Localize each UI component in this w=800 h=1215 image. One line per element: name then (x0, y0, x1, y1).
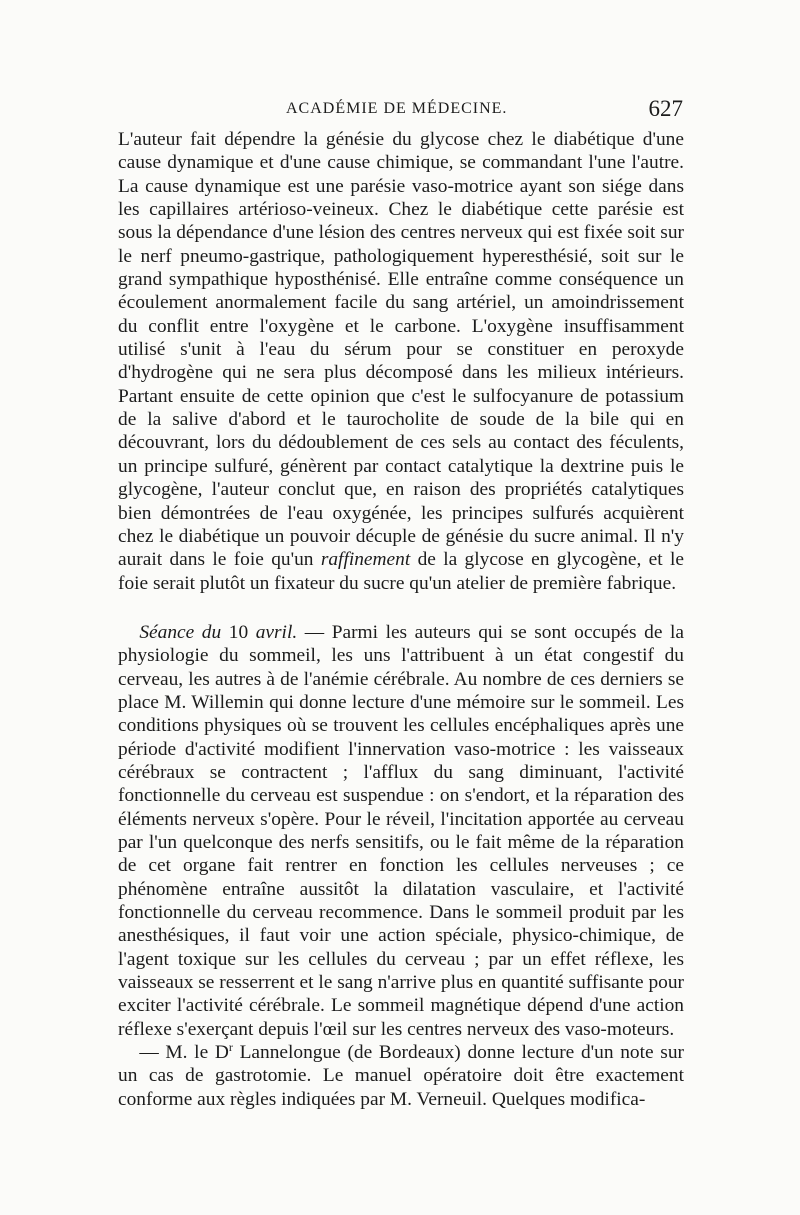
paragraph-diabetes-tail: de la glycose en glycogène, et le foie serait plutôt un fixateur du sucre qu'un atelier de première fabrique. (118, 549, 684, 594)
paragraph-diabetes-text: L'auteur fait dépendre la génésie du glycose chez le diabétique d'une cause dynamique et d'une cause chimique, se commandant l'une l'autre. La cause dynamique est une parésie vaso-motrice ayant son siége dans les capillaires artérioso-veineux. Chez le diabétique cette parésie est sous la dépendance d'une lésion des centres nerveux qui est fixée soit sur le nerf pneumo-gastrique, pathologiquement hyperesthésié, soit sur le grand sympathique hyposthénisé. Elle entraîne comme conséquence un écoulement anormalement facile du sang artériel, un amoindrissement du conflit entre l'oxygène et le carbone. L'oxygène insuffisamment utilisé s'unit à l'eau du sérum pour se constituer en peroxyde d'hydrogène qui ne sera plus décomposé dans les milieux intérieurs. Partant ensuite de cette opinion que c'est le sulfocyanure de potassium de la salive d'abord et le taurocholite de soude de la bile qui en découvrant, lors du dédoublement de ces sels au contact des féculents, un principe sulfuré, génèrent par contact catalytique la dextrine puis le glycogène, l'auteur conclut que, en raison des propriétés catalytiques bien démontrées de l'eau oxygénée, les principes sulfurés acquièrent chez le diabétique un pouvoir décuple de génésie du sucre animal. Il n'y aurait dans le foie qu'un (118, 129, 684, 571)
doctor-prefix: — M. le D (139, 1042, 229, 1064)
paragraph-gastrotomy-text: Lannelongue (de Bordeaux) donne lecture d'un note sur un cas de gastrotomie. Le manuel opératoire doit être exactement conforme aux règles indiquées par M. Verneuil. Quelques modifica- (118, 1042, 684, 1110)
paragraph-gastrotomy (118, 1041, 684, 1111)
session-label: Séance du (139, 621, 222, 643)
session-day: 10 (228, 621, 249, 643)
running-title: ACADÉMIE DE MÉDECINE. (286, 100, 508, 117)
body-text (118, 128, 684, 1111)
session-month: avril. (255, 621, 298, 643)
paragraph-sleep (118, 621, 684, 1041)
paragraph-sleep-text: — Parmi les auteurs qui se sont occupés de la physiologie du sommeil, les uns l'attribuent à un état congestif du cerveau, les autres à de l'anémie cérébrale. Au nombre de ces derniers se place M. Willemin qui donne lecture d'une mémoire sur le sommeil. Les conditions physiques où se trouvent les cellules encéphaliques après une période d'activité modifient l'innervation vaso-motrice : les vaisseaux cérébraux se contractent ; l'afflux du sang diminuant, l'activité fonctionnelle du cerveau est suspendue : on s'endort, et la réparation des éléments nerveux s'opère. Pour le réveil, l'incitation apportée au cerveau par l'un quelconque des nerfs sensitifs, ou le fait même de la réparation de cet organe fait rentrer en fonction les cellules nerveuses ; ce phénomène entraîne aussitôt la dilatation vasculaire, et l'activité fonctionnelle du cerveau recommence. Dans le sommeil produit par les anesthésiques, il faut voir une action spéciale, physico-chimique, de l'agent toxique sur les cellules du cerveau ; par un effet réflexe, les vaisseaux se resserrent et le sang n'arrive plus en quantité suffisante pour exciter l'activité cérébrale. Le sommeil magnétique dépend d'une action réflexe s'exerçant depuis l'œil sur les centres nerveux des vaso-moteurs. (118, 621, 684, 1040)
doctor-superscript: r (228, 1039, 233, 1054)
paragraph-diabetes (118, 128, 684, 595)
italic-term: raffinement (320, 549, 411, 571)
page-number: 627 (648, 96, 683, 121)
running-head (118, 96, 683, 124)
